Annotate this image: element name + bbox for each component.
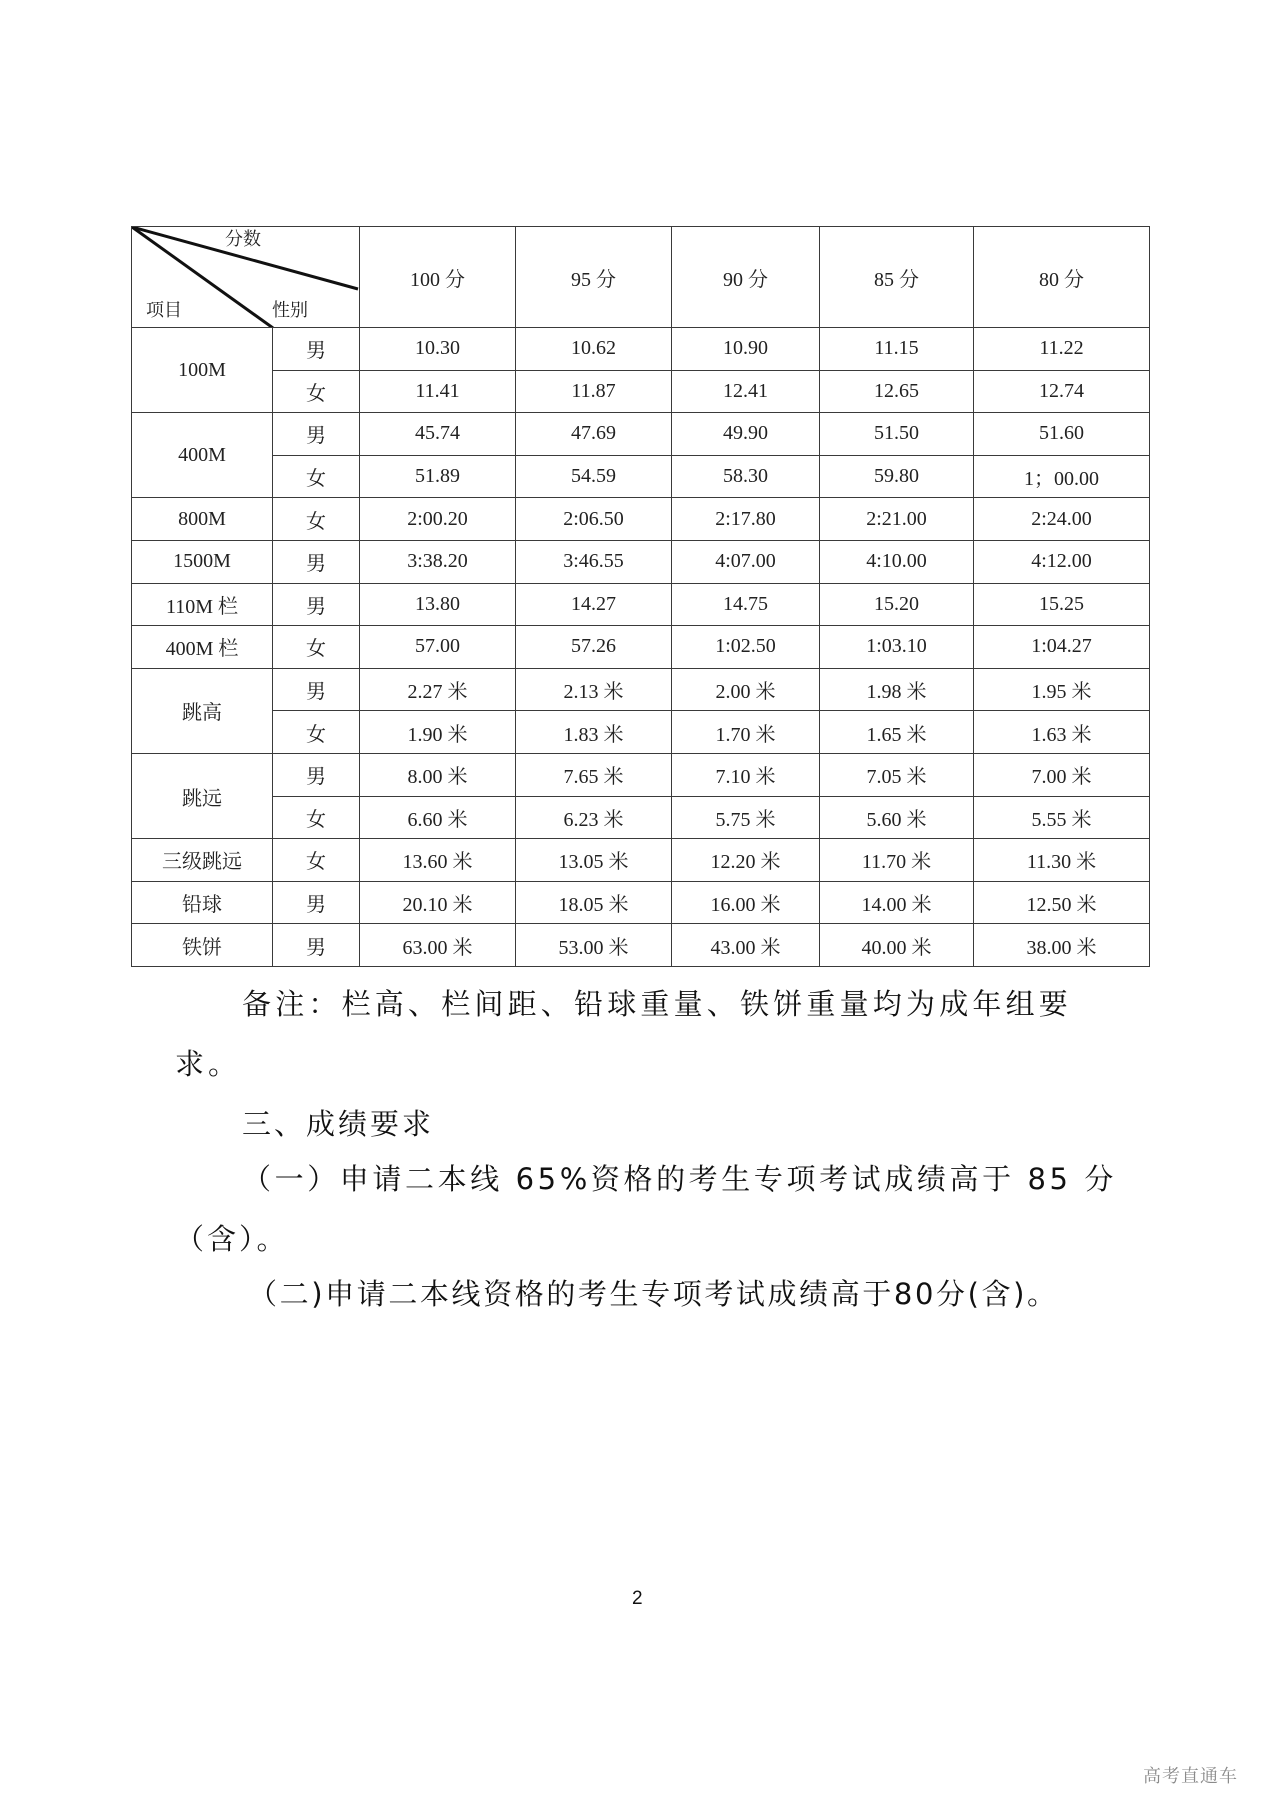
value-cell: 12.41 [672,370,820,413]
table-row [132,753,1150,796]
value-cell: 57.00 [360,626,516,669]
value-cell: 8.00 米 [360,753,516,796]
value-cell: 43.00 米 [672,924,820,967]
value-cell: 13.60 米 [360,839,516,882]
score-standards-table [131,226,1150,967]
value-cell: 51.89 [360,455,516,498]
value-cell: 11.87 [516,370,672,413]
value-cell: 16.00 米 [672,881,820,924]
gender-cell: 男 [273,668,360,711]
score-header-80: 80 分 [974,227,1150,328]
value-cell: 10.62 [516,328,672,371]
value-cell: 2.27 米 [360,668,516,711]
gender-cell: 女 [273,498,360,541]
table-row [132,924,1150,967]
value-cell: 12.20 米 [672,839,820,882]
score-header-95: 95 分 [516,227,672,328]
item-axis-label: 项目 [146,300,182,321]
value-cell: 12.65 [820,370,974,413]
value-cell: 57.26 [516,626,672,669]
value-cell: 2:24.00 [974,498,1150,541]
value-cell: 6.23 米 [516,796,672,839]
value-cell: 1.70 米 [672,711,820,754]
value-cell: 1:03.10 [820,626,974,669]
item-cell: 铅球 [132,881,273,924]
requirement-1-line-1: （一）申请二本线 65%资格的考生专项考试成绩高于 85 分 [242,1162,1118,1196]
table-row [132,796,1150,839]
value-cell: 1.98 米 [820,668,974,711]
value-cell: 13.80 [360,583,516,626]
table-row [132,455,1150,498]
value-cell: 45.74 [360,413,516,456]
value-cell: 1.63 米 [974,711,1150,754]
gender-cell: 女 [273,455,360,498]
value-cell: 4:07.00 [672,540,820,583]
score-header-85: 85 分 [820,227,974,328]
diagonal-header-cell [132,227,360,328]
value-cell: 6.60 米 [360,796,516,839]
item-cell: 110M 栏 [132,583,273,626]
value-cell: 11.30 米 [974,839,1150,882]
value-cell: 12.74 [974,370,1150,413]
value-cell: 63.00 米 [360,924,516,967]
value-cell: 47.69 [516,413,672,456]
gender-cell: 男 [273,328,360,371]
table-row [132,328,1150,371]
value-cell: 1.90 米 [360,711,516,754]
table-row [132,370,1150,413]
score-axis-label: 分数 [225,229,261,250]
item-cell: 铁饼 [132,924,273,967]
value-cell: 14.27 [516,583,672,626]
gender-cell: 女 [273,626,360,669]
value-cell: 4:10.00 [820,540,974,583]
gender-cell: 女 [273,839,360,882]
value-cell: 40.00 米 [820,924,974,967]
table-row [132,498,1150,541]
gender-cell: 男 [273,753,360,796]
value-cell: 5.55 米 [974,796,1150,839]
item-cell: 800M [132,498,273,541]
item-cell: 三级跳远 [132,839,273,882]
value-cell: 2.00 米 [672,668,820,711]
gender-cell: 男 [273,924,360,967]
value-cell: 12.50 米 [974,881,1150,924]
value-cell: 4:12.00 [974,540,1150,583]
remark-line-1: 备注：栏高、栏间距、铅球重量、铁饼重量均为成年组要 [242,987,1073,1021]
value-cell: 11.41 [360,370,516,413]
value-cell: 49.90 [672,413,820,456]
score-header-100: 100 分 [360,227,516,328]
remark-line-2: 求。 [175,1047,242,1081]
value-cell: 15.20 [820,583,974,626]
value-cell: 5.75 米 [672,796,820,839]
value-cell: 5.60 米 [820,796,974,839]
value-cell: 2.13 米 [516,668,672,711]
value-cell: 2:06.50 [516,498,672,541]
value-cell: 2:17.80 [672,498,820,541]
value-cell: 14.75 [672,583,820,626]
value-cell: 10.90 [672,328,820,371]
item-cell: 1500M [132,540,273,583]
table-row [132,540,1150,583]
value-cell: 13.05 米 [516,839,672,882]
item-cell: 400M [132,413,273,498]
item-cell: 400M 栏 [132,626,273,669]
gender-cell: 女 [273,796,360,839]
value-cell: 53.00 米 [516,924,672,967]
gender-cell: 女 [273,711,360,754]
table-row [132,413,1150,456]
gender-cell: 男 [273,881,360,924]
value-cell: 7.00 米 [974,753,1150,796]
value-cell: 2:00.20 [360,498,516,541]
value-cell: 7.65 米 [516,753,672,796]
value-cell: 10.30 [360,328,516,371]
page-number: 2 [632,1588,643,1609]
value-cell: 2:21.00 [820,498,974,541]
value-cell: 59.80 [820,455,974,498]
value-cell: 1.65 米 [820,711,974,754]
item-cell: 100M [132,328,273,413]
table-header-row [132,227,1150,328]
value-cell: 7.05 米 [820,753,974,796]
watermark: 高考直通车 [1143,1766,1238,1787]
table-row [132,668,1150,711]
table-row [132,583,1150,626]
value-cell: 51.50 [820,413,974,456]
value-cell: 54.59 [516,455,672,498]
value-cell: 3:38.20 [360,540,516,583]
value-cell: 1；00.00 [974,455,1150,498]
value-cell: 1.83 米 [516,711,672,754]
table-row [132,881,1150,924]
table-row [132,839,1150,882]
value-cell: 1:02.50 [672,626,820,669]
score-header-90: 90 分 [672,227,820,328]
gender-cell: 男 [273,540,360,583]
gender-cell: 男 [273,413,360,456]
value-cell: 20.10 米 [360,881,516,924]
requirement-1-line-2: （含）。 [175,1222,289,1256]
value-cell: 11.70 米 [820,839,974,882]
table-row [132,626,1150,669]
requirement-2: （二)申请二本线资格的考生专项考试成绩高于80分(含)。 [248,1277,1059,1311]
gender-cell: 男 [273,583,360,626]
item-cell: 跳远 [132,753,273,838]
value-cell: 38.00 米 [974,924,1150,967]
value-cell: 15.25 [974,583,1150,626]
value-cell: 7.10 米 [672,753,820,796]
value-cell: 51.60 [974,413,1150,456]
value-cell: 1:04.27 [974,626,1150,669]
item-cell: 跳高 [132,668,273,753]
value-cell: 3:46.55 [516,540,672,583]
value-cell: 18.05 米 [516,881,672,924]
value-cell: 11.22 [974,328,1150,371]
table-row [132,711,1150,754]
value-cell: 11.15 [820,328,974,371]
gender-cell: 女 [273,370,360,413]
value-cell: 1.95 米 [974,668,1150,711]
section-heading: 三、成绩要求 [242,1107,435,1141]
gender-axis-label: 性别 [272,300,308,321]
value-cell: 58.30 [672,455,820,498]
value-cell: 14.00 米 [820,881,974,924]
